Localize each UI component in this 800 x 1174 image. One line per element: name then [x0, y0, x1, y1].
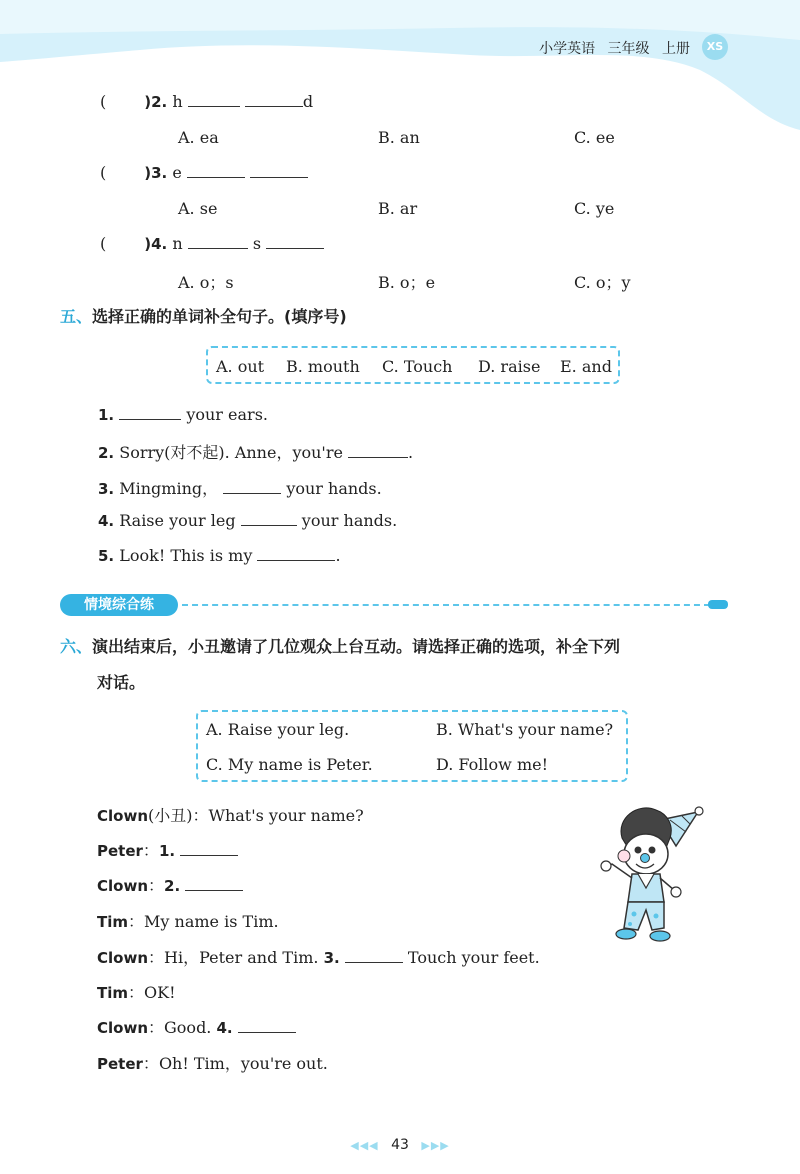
- item-number: 1.: [98, 406, 115, 424]
- speaker: Tim: [97, 984, 129, 1002]
- letter: e: [172, 163, 182, 182]
- option-bank: [196, 710, 628, 782]
- option: C. o；y: [574, 273, 631, 292]
- item-number: )2.: [144, 93, 168, 111]
- colon: ：: [148, 1018, 165, 1037]
- sentence-text: .: [408, 443, 414, 462]
- volume-label: 上册: [662, 41, 690, 57]
- right-arrows-icon: ▶▶▶: [421, 1139, 450, 1152]
- book-title: [539, 38, 690, 58]
- speaker: Clown: [97, 949, 148, 967]
- item-number: )3.: [144, 164, 168, 182]
- clown-illustration: [598, 798, 708, 946]
- answer-blank[interactable]: [188, 235, 248, 249]
- pencil-icon: [708, 600, 728, 609]
- option: B. ar: [378, 199, 418, 218]
- dialogue-option: D. Follow me!: [436, 755, 549, 774]
- letter: n: [172, 234, 183, 253]
- option: A. o；s: [178, 273, 234, 292]
- sentence-text: Sorry(对不起). Anne，you're: [119, 443, 343, 462]
- sentence-text: your ears.: [186, 405, 268, 424]
- page-number: 43: [391, 1137, 409, 1153]
- phonics-item-3: [100, 163, 308, 182]
- strip-divider: [182, 604, 710, 606]
- section-heading: 选择正确的单词补全句子。(填序号): [92, 307, 347, 326]
- left-arrows-icon: ◀◀◀: [350, 1139, 379, 1152]
- item-number: 1.: [158, 842, 176, 860]
- answer-blank[interactable]: [266, 235, 324, 249]
- sentence-text: Raise your leg: [119, 511, 236, 530]
- speaker: Tim: [97, 913, 129, 931]
- dialogue-line: [97, 803, 364, 826]
- answer-blank[interactable]: [187, 164, 245, 178]
- item-number: 4.: [98, 512, 115, 530]
- word-option: A. out: [216, 357, 265, 376]
- word-option: C. Touch: [382, 357, 453, 376]
- dialogue-line: [97, 909, 279, 932]
- item-number: )4.: [144, 235, 168, 253]
- dialogue-line: [97, 945, 540, 968]
- paren: (: [100, 92, 107, 111]
- answer-blank[interactable]: [345, 949, 403, 963]
- answer-blank[interactable]: [241, 512, 297, 526]
- answer-blank[interactable]: [348, 444, 408, 458]
- sentence-text: your hands.: [286, 479, 382, 498]
- page-footer: [0, 1137, 800, 1153]
- colon: ：: [142, 841, 159, 860]
- phonics-item-2: [100, 92, 313, 111]
- colon: ：: [128, 983, 145, 1002]
- colon: ：: [142, 1054, 159, 1073]
- dialogue-line: [97, 1051, 328, 1074]
- letter: h: [172, 92, 183, 111]
- option: A. se: [178, 199, 218, 218]
- option: A. ea: [178, 128, 219, 147]
- sentence-1: [98, 405, 268, 424]
- sentence-5: [98, 546, 341, 565]
- item-number: 2.: [98, 444, 115, 462]
- letter: s: [252, 234, 262, 253]
- answer-blank[interactable]: [188, 93, 240, 107]
- answer-blank[interactable]: [238, 1019, 296, 1033]
- section-strip-label: 情境综合练: [60, 594, 178, 616]
- line-text: My name is Tim.: [144, 912, 279, 931]
- answer-blank[interactable]: [185, 877, 243, 891]
- option: B. o；e: [378, 273, 436, 292]
- answer-blank[interactable]: [257, 547, 335, 561]
- line-text: Good.: [164, 1018, 212, 1037]
- dialogue-line: [97, 980, 176, 1003]
- dialogue-line: [97, 873, 243, 896]
- line-text: Touch your feet.: [407, 948, 540, 967]
- speaker: Peter: [97, 1055, 143, 1073]
- sentence-text: Mingming，: [119, 479, 219, 498]
- letter: d: [302, 92, 314, 111]
- subject-label: 小学英语: [539, 41, 596, 57]
- sentence-3: [98, 476, 382, 499]
- item-number: 3.: [98, 480, 115, 498]
- item-number: 4.: [216, 1019, 233, 1037]
- phonics-item-4: [100, 234, 324, 253]
- item-number: 3.: [323, 949, 340, 967]
- word-option: D. raise: [478, 357, 541, 376]
- dialogue-line: [97, 838, 238, 861]
- section-number: 六、: [60, 637, 93, 656]
- line-text: Oh! Tim，you're out.: [158, 1054, 328, 1073]
- dialogue-option: B. What's your name?: [436, 720, 614, 739]
- section-6-title: [60, 634, 620, 657]
- option: C. ye: [574, 199, 615, 218]
- answer-blank[interactable]: [245, 93, 303, 107]
- speaker-note: (小丑): [148, 806, 193, 825]
- dialogue-option: A. Raise your leg.: [206, 720, 350, 739]
- option: C. ee: [574, 128, 615, 147]
- section-5-title: [60, 304, 347, 327]
- line-text: What's your name?: [208, 806, 364, 825]
- line-text: OK!: [144, 983, 176, 1002]
- section-6-title-cont: 对话。: [97, 673, 146, 692]
- answer-blank[interactable]: [250, 164, 308, 178]
- item-number: 5.: [98, 547, 115, 565]
- colon: ：: [128, 912, 145, 931]
- word-bank: [206, 346, 620, 384]
- paren: (: [100, 163, 107, 182]
- paren: (: [100, 234, 107, 253]
- colon: ：: [148, 876, 165, 895]
- xs-badge: XS: [702, 34, 728, 60]
- word-option: E. and: [560, 357, 612, 376]
- sentence-text: your hands.: [301, 511, 398, 530]
- answer-blank[interactable]: [119, 406, 181, 420]
- sentence-4: [98, 511, 397, 530]
- dialogue-line: [97, 1015, 296, 1038]
- speaker: Clown: [97, 877, 148, 895]
- sentence-2: [98, 440, 413, 463]
- answer-blank[interactable]: [223, 480, 281, 494]
- colon: ：: [192, 806, 209, 825]
- item-number: 2.: [164, 877, 181, 895]
- grade-label: 三年级: [607, 41, 650, 57]
- word-option: B. mouth: [286, 357, 360, 376]
- sentence-text: Look! This is my: [119, 546, 253, 565]
- colon: ：: [148, 948, 165, 967]
- speaker: Clown: [97, 807, 148, 825]
- answer-blank[interactable]: [180, 842, 238, 856]
- line-text: Hi，Peter and Tim.: [164, 948, 319, 967]
- speaker: Clown: [97, 1019, 148, 1037]
- option: B. an: [378, 128, 420, 147]
- sentence-text: .: [335, 546, 341, 565]
- section-heading: 演出结束后，小丑邀请了几位观众上台互动。请选择正确的选项，补全下列: [92, 637, 621, 656]
- section-number: 五、: [60, 307, 93, 326]
- speaker: Peter: [97, 842, 143, 860]
- dialogue-option: C. My name is Peter.: [206, 755, 373, 774]
